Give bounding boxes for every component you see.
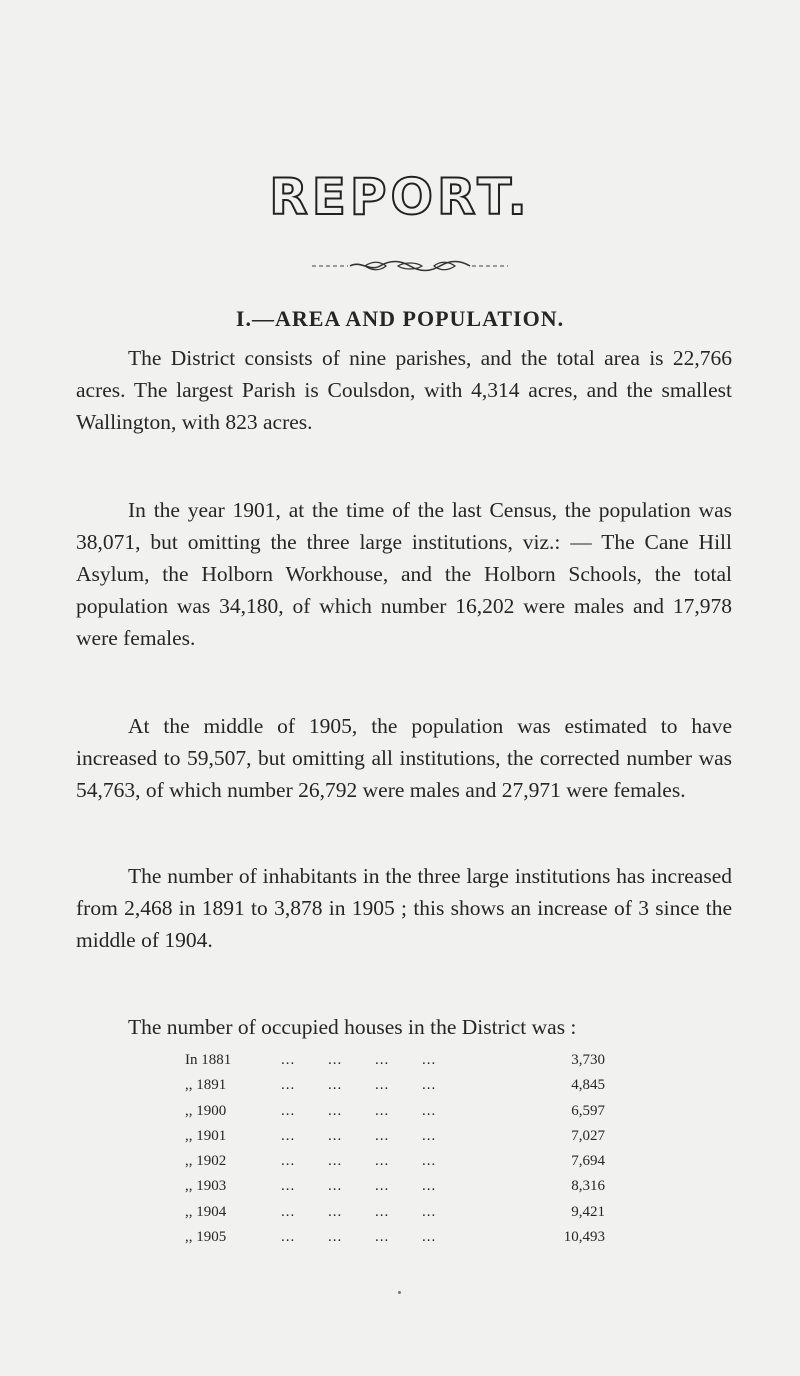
houses-count: 10,493 [563, 1229, 605, 1246]
houses-year: In 1881 [185, 1052, 232, 1068]
houses-year: ,, 1904 [185, 1203, 227, 1220]
table-row [185, 1178, 605, 1203]
dot-leader: ... ... ... ... [281, 1178, 437, 1195]
houses-year: ,, 1903 [185, 1178, 227, 1195]
paragraph-institutions: The number of inhabitants in the three large institutions has increased from 2,468 in 1891 to 3,878 in 1905 ; this shows an increase of 3 since the middle of 1904. [76, 864, 732, 952]
dot-leader: ... ... ... ... [281, 1203, 437, 1220]
report-title: REPORT. [269, 168, 531, 226]
dot-leader: ... ... ... ... [281, 1153, 437, 1170]
houses-count: 6,597 [571, 1102, 605, 1119]
houses-count: 7,027 [571, 1127, 605, 1144]
houses-count: 4,845 [571, 1077, 605, 1094]
table-row [185, 1103, 605, 1128]
table-row [185, 1229, 605, 1254]
table-row [185, 1052, 605, 1077]
table-row [185, 1128, 605, 1153]
houses-year: ,, 1905 [185, 1229, 227, 1246]
paragraph-census-1901: In the year 1901, at the time of the last Census, the population was 38,071, but omitting the three large institutions, viz.: — The Cane Hill Asylum, the Holborn Workhouse, and the Holborn Schools, the total population was 34,180, of which number 16,202 were males and 17,978 were females. [76, 498, 732, 650]
dot-leader: ... ... ... ... [281, 1052, 437, 1068]
table-row [185, 1153, 605, 1178]
dot-leader: ... ... ... ... [281, 1077, 437, 1094]
paragraph-houses-intro: The number of occupied houses in the District was : [128, 1015, 577, 1039]
paragraph-estimate-1905: At the middle of 1905, the population was estimated to have increased to 59,507, but omitting all institutions, the corrected number was 54,763, of which number 26,792 were males and 27,971 were females. [76, 714, 732, 802]
dot-leader: ... ... ... ... [281, 1229, 437, 1246]
houses-year: ,, 1891 [185, 1077, 227, 1094]
houses-count: 9,421 [571, 1203, 605, 1220]
houses-year: ,, 1902 [185, 1153, 227, 1170]
houses-count: 3,730 [571, 1052, 605, 1068]
dot-leader: ... ... ... ... [281, 1127, 437, 1144]
dot-leader: ... ... ... ... [281, 1102, 437, 1119]
houses-count: 8,316 [571, 1178, 605, 1195]
print-speck [398, 1291, 401, 1294]
table-row [185, 1204, 605, 1229]
section-heading: I.—AREA AND POPULATION. [235, 306, 565, 331]
houses-year: ,, 1900 [185, 1102, 227, 1119]
occupied-houses-table [185, 1052, 605, 1254]
houses-count: 7,694 [571, 1153, 605, 1170]
paragraph-area: The District consists of nine parishes, and the total area is 22,766 acres. The largest Parish is Coulsdon, with 4,314 acres, and the smallest Wallington, with 823 acres. [76, 346, 732, 434]
table-row [185, 1077, 605, 1102]
houses-year: ,, 1901 [185, 1127, 227, 1144]
ornament-divider-icon [310, 258, 510, 274]
